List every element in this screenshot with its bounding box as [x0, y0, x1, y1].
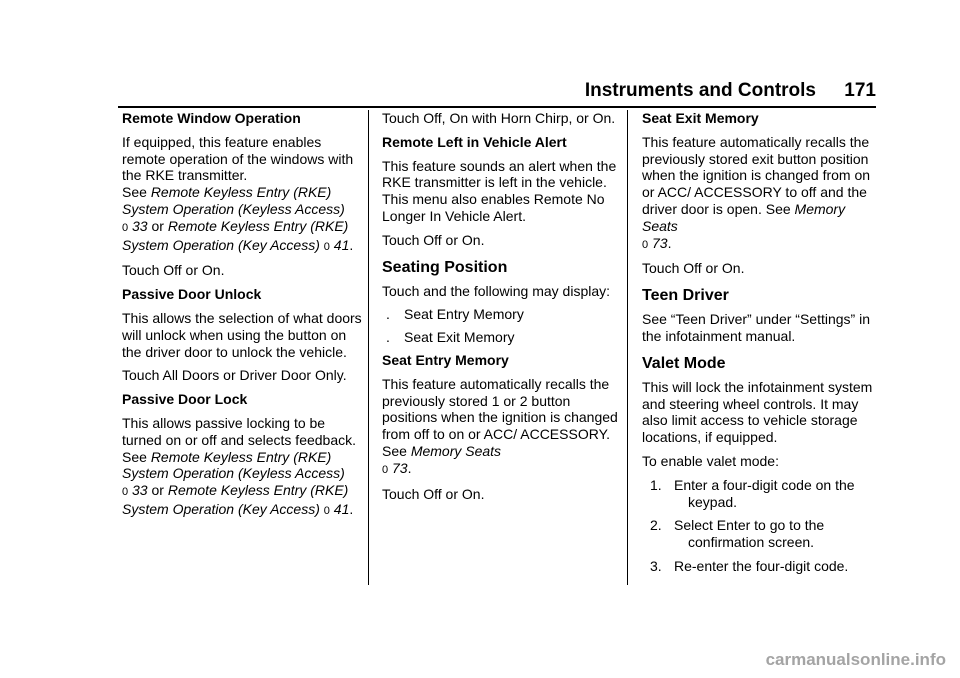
paragraph: This feature sounds an alert when the RKE transmitter is left in the vehicle. This menu also enables Remote No Longer In Vehicle Alert.	[382, 157, 617, 224]
paragraph: Touch and the following may display:	[382, 282, 611, 299]
paragraph: Touch Off, On with Horn Chirp, or On.	[382, 110, 616, 126]
bullet-icon: .	[386, 306, 390, 323]
section-title: Instruments and Controls	[584, 80, 816, 101]
subheading-seat-entry-memory: Seat Entry Memory	[382, 351, 509, 368]
page-ref-icon: 0	[323, 240, 330, 253]
column-divider-2	[627, 110, 628, 585]
column-divider-1	[368, 110, 369, 585]
paragraph: If equipped, this feature enables remote operation of the windows with the RKE transmitter. See Remote Keyless Entry (RKE) System Operation (Keyless Access) 0 33 or Remote Keyless Entry (RKE) System Operation (Key Access) 0 41.	[122, 133, 354, 253]
cross-reference-link[interactable]: Remote Keyless Entry (RKE) System Operation (Key Access)	[122, 482, 349, 517]
column-2	[382, 110, 618, 509]
page-ref-icon: 0	[122, 486, 129, 499]
step-number: 1.	[650, 476, 662, 493]
page-number: 171	[844, 80, 876, 101]
subheading-remote-left-in-vehicle-alert: Remote Left in Vehicle Alert	[382, 133, 567, 150]
bullet-icon: .	[386, 329, 390, 346]
page-ref-icon: 0	[122, 221, 129, 234]
page-ref-icon: 0	[382, 463, 389, 476]
paragraph: Touch All Doors or Driver Door Only.	[122, 367, 347, 384]
paragraph: Touch Off or On.	[642, 260, 745, 277]
numbered-step: 1. Enter a four-digit code on the keypad.	[650, 476, 855, 510]
subheading-passive-door-lock: Passive Door Lock	[122, 391, 248, 408]
heading-teen-driver: Teen Driver	[642, 287, 729, 305]
cross-reference-link[interactable]: Remote Keyless Entry (RKE) System Operation (Keyless Access)	[122, 448, 345, 482]
paragraph: This will lock the infotainment system and steering wheel controls. It may also limit access to vehicle storage locations, if equipped.	[642, 378, 873, 446]
paragraph: Touch Off or On.	[382, 485, 485, 502]
paragraph: Touch Off or On.	[382, 231, 485, 248]
cross-reference-link[interactable]: Memory Seats	[642, 200, 846, 234]
cross-reference-link[interactable]: Remote Keyless Entry (RKE) System Operation (Keyless Access)	[122, 184, 345, 217]
heading-valet-mode: Valet Mode	[642, 354, 726, 372]
subheading-passive-door-unlock: Passive Door Unlock	[122, 286, 262, 303]
list-item: . Seat Entry Memory	[386, 306, 524, 323]
paragraph: See “Teen Driver” under “Settings” in the infotainment manual.	[642, 311, 870, 344]
paragraph: Touch Off or On.	[122, 262, 225, 279]
page-ref-link[interactable]: 41	[333, 236, 350, 253]
paragraph: This allows passive locking to be turned on or off and selects feedback. See Remote Keyless Entry (RKE) System Operation (Keyless Access) 0 33 or Remote Keyless Entry (RKE) System Operation (Key Access) 0 41.	[122, 414, 357, 517]
page-header	[118, 80, 876, 108]
subheading-seat-exit-memory: Seat Exit Memory	[642, 110, 759, 126]
page-ref-link[interactable]: 33	[132, 217, 148, 234]
page-ref-icon: 0	[642, 238, 649, 251]
step-number: 3.	[650, 557, 662, 574]
step-number: 2.	[650, 517, 662, 534]
paragraph: This feature automatically recalls the previously stored 1 or 2 button positions when the ignition is changed from off to on or ACC/ ACCESSORY. See Memory Seats 0 73.	[382, 375, 618, 476]
numbered-step: 3. Re-enter the four-digit code.	[650, 557, 849, 574]
watermark: carmanualsonline.info	[765, 650, 946, 669]
paragraph: To enable valet mode:	[642, 452, 779, 469]
page-ref-icon: 0	[323, 504, 330, 517]
column-3	[642, 110, 882, 582]
page-ref-link[interactable]: 41	[333, 500, 350, 517]
page-ref-link[interactable]: 73	[652, 234, 668, 251]
paragraph: This allows the selection of what doors will unlock when using the button on the driver door to unlock the vehicle.	[122, 309, 362, 360]
cross-reference-link[interactable]: Remote Keyless Entry (RKE) System Operation (Key Access)	[122, 217, 349, 253]
column-1	[122, 110, 362, 527]
heading-seating-position: Seating Position	[382, 258, 508, 276]
paragraph: This feature automatically recalls the previously stored exit button position when the ignition is changed from on or ACC/ ACCESSORY to off and the driver door is open. See Memory Seats 0 73.	[642, 133, 871, 251]
numbered-step: 2. Select Enter to go to the confirmation screen.	[650, 517, 825, 551]
page-ref-link[interactable]: 73	[392, 459, 408, 476]
cross-reference-link[interactable]: Memory Seats	[410, 442, 502, 459]
page-ref-link[interactable]: 33	[132, 482, 148, 499]
subheading-remote-window-operation: Remote Window Operation	[122, 110, 301, 126]
list-item: . Seat Exit Memory	[386, 329, 515, 346]
